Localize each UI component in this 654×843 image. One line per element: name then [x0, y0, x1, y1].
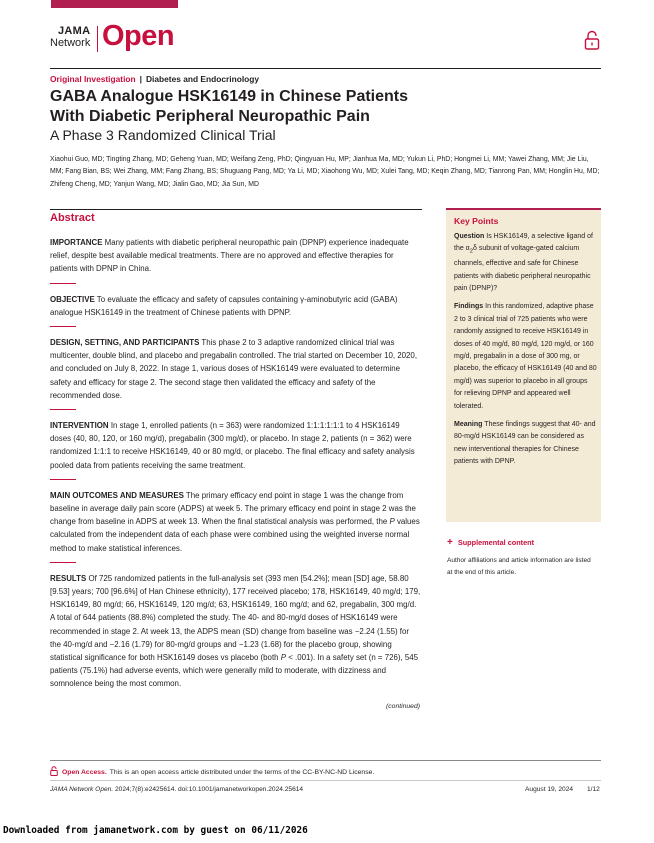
results-text-b: < .001). In a safety set (n = 726), 545 patients (75.1%) had adverse events, which were generally mild to moderate, with dizziness and somnolence being the most common.: [50, 653, 419, 689]
key-points-body: [454, 231, 597, 475]
findings-text: In this randomized, adaptive phase 2 to 3 clinical trial of 725 patients who were randomly assigned to receive HSK16149 in doses of 40 mg/d, 80 mg/d, 120 mg/d, or 160 mg/d, pregabalin in a dose of 300 mg, or placebo, the efficacy of HSK16149 (40 and 80 mg/d) was superior to placebo in all groups for relieving DPNP and appeared well tolerated.: [454, 303, 597, 410]
section-dash: [50, 562, 76, 563]
results-label: RESULTS: [50, 573, 87, 583]
importance-text: Many patients with diabetic peripheral neuropathic pain (DPNP) experience inadequate relief, despite best available medical treatments. There are no approved and effective therapies for patients with DPNP in China.: [50, 238, 409, 274]
key-points-title: Key Points: [454, 216, 499, 226]
logo-open-text: Open: [102, 20, 175, 52]
results-text-a: Of 725 randomized patients in the full-analysis set (393 men [54.2%]; mean [SD] age, 58.80 [9.53] years; 700 [96.6%] of Han Chinese ethnicity), 177 received placebo; 178, HSK16149, 40 mg/d; 179, HSK16149, 80 mg/d; 66, HSK16149, 120 mg/d; 63, HSK16149, 160 mg/d; and 62, pregabalin, 300 mg/d. A total of 644 patients (88.8%) completed the study. The 40- and 80-mg/d doses of HSK16149 were recommended in stage 2. At week 13, the ADPS mean (SD) change from baseline was −2.24 (1.55) for the 40-mg/d and −2.16 (1.79) for 80-mg/d groups and −1.23 (1.68) for the placebo group, showing statistical significance for both HSK16149 doses vs placebo (both: [50, 573, 421, 663]
outcomes-p-symbol: P: [389, 517, 395, 527]
importance-label: IMPORTANCE: [50, 238, 103, 247]
outcomes-label: MAIN OUTCOMES AND MEASURES: [50, 490, 184, 500]
results-p-symbol: P: [280, 653, 286, 663]
open-access-rule: [50, 760, 601, 761]
continued-note: (continued): [386, 703, 421, 710]
design-label: DESIGN, SETTING, AND PARTICIPANTS: [50, 338, 200, 348]
intervention-label: INTERVENTION: [50, 421, 109, 431]
logo-network-text: Network: [50, 37, 91, 49]
key-points-question: [454, 231, 597, 295]
key-points-meaning: [454, 419, 597, 469]
article-subcategory: Diabetes and Endocrinology: [145, 74, 260, 84]
footer-citation: [50, 786, 303, 793]
open-lock-icon: [50, 766, 58, 776]
footer-rule: [50, 780, 601, 781]
logo-jama-text: JAMA: [58, 25, 91, 37]
download-stamp: Downloaded from jamanetwork.com by guest on 06/11/2026: [3, 825, 308, 836]
section-dash: [50, 479, 76, 480]
findings-label: Findings: [454, 303, 484, 311]
supplemental-content-link[interactable]: [447, 538, 534, 547]
question-text-b: δ subunit of voltage-gated calcium channels, effective and safe for Chinese patients with diabetic peripheral neuropathic pain (DPNP)?: [454, 245, 591, 293]
footer-doi[interactable]: 2024;7(8):e2425614. doi:10.1001/jamanetworkopen.2024.25614: [115, 786, 304, 793]
outcomes-text-a: The primary efficacy end point in stage 1 was the change from baseline in average daily pain score (ADPS) at week 5. The primary efficacy end point in stage 2 was the change from baseline in ADPS at week 13. When the final statistical analysis was performed, the: [50, 490, 416, 527]
logo-divider: [97, 26, 98, 52]
objective-text: To evaluate the efficacy and safety of capsules containing γ-aminobutyric acid (GABA) analogue HSK16149 in the treatment of Chinese patients with DPNP.: [50, 294, 398, 317]
abstract-heading: Abstract: [50, 212, 95, 224]
footer-journal: JAMA Network Open.: [50, 786, 114, 793]
section-dash: [50, 283, 76, 284]
open-access-notice: [50, 766, 374, 776]
meaning-text: These findings suggest that 40- and 80-mg/d HSK16149 can be considered as new interventional therapies for Chinese patients with DPNP.: [454, 421, 596, 466]
meaning-label: Meaning: [454, 421, 483, 429]
header-rule: [50, 68, 601, 69]
design-paragraph: [50, 336, 422, 402]
question-label: Question: [454, 233, 485, 240]
abstract-rule: [50, 209, 422, 210]
open-access-label[interactable]: Open Access.: [62, 769, 107, 776]
article-title: [50, 87, 470, 126]
article-section: [50, 74, 259, 84]
footer-date: August 19, 2024: [525, 786, 574, 793]
section-dash: [50, 409, 76, 410]
design-text: This phase 2 to 3 adaptive randomized clinical trial was multicenter, double blind, and placebo and pregabalin controlled. The trial started on December 10, 2020, and concluded on July 8, 2022. In stage 1, various doses of HSK16149 were evaluated to determine safety and efficacy for stage 2. The second stage then validated the efficacy and safety of the recommended dose.: [50, 338, 418, 400]
plus-icon: +: [447, 537, 453, 548]
question-text-a: Is HSK16149, a selective ligand of the α: [454, 233, 593, 253]
outcomes-paragraph: [50, 489, 422, 555]
intervention-paragraph: [50, 419, 422, 472]
alpha-subscript: 2: [469, 248, 473, 255]
section-dash: [50, 326, 76, 327]
open-access-text: This is an open access article distributed under the terms of the CC-BY-NC-ND License.: [109, 769, 375, 776]
supplemental-label: Supplemental content: [457, 538, 535, 547]
abstract-body: [50, 236, 422, 691]
author-list: Xiaohui Guo, MD; Tingting Zhang, MD; Geheng Yuan, MD; Weifang Zeng, PhD; Qingyuan Hu, MP; Jianhua Ma, MD; Yukun Li, PhD; Hongmei Li, MM; Yawei Zhang, MM; Jie Liu, MM; Fang Bian, BS; Wei Zhang, MM; Fang Zhang, BS; Shuguang Pang, MD; Ya Li, MD; Xiaohong Wu, MD; Xulei Tang, MD; Keqin Zhang, MD; Tianrong Pan, MM; Honglin Hu, MD; Zhifeng Cheng, MD; Yanjun Wang, MD; Jialin Gao, MD; Jia Sun, MD: [50, 156, 600, 188]
article-subtitle: A Phase 3 Randomized Clinical Trial: [50, 127, 276, 143]
article-category: Original Investigation: [50, 74, 136, 84]
key-points-findings: [454, 301, 597, 413]
intervention-text: In stage 1, enrolled patients (n = 363) were randomized 1:1:1:1:1:1 to 4 HSK16149 doses (40, 80, 120, or 160 mg/d), pregabalin (300 mg/d), or placebo. In stage 2, patients (n = 362) were randomized 1:1:1 to receive HSK16149, 40 or 80 mg/d, or placebo. The final efficacy and safety analysis pooled data from patients receiving the same treatment.: [50, 421, 415, 470]
section-separator: |: [139, 74, 142, 84]
outcomes-text-b: values calculated from the independent data of each phase were combined using the weighted inverse normal method to make statistical inferences.: [50, 517, 420, 553]
results-paragraph: [50, 572, 422, 691]
top-accent-bar: [51, 0, 178, 8]
key-points-box: [446, 208, 601, 522]
open-lock-icon: [584, 30, 600, 50]
affiliations-note: Author affiliations and article information are listed at the end of this article.: [447, 557, 591, 576]
footer-page-number: 1/12: [587, 786, 600, 793]
title-line-2: With Diabetic Peripheral Neuropathic Pain: [50, 107, 370, 125]
importance-paragraph: [50, 236, 422, 276]
objective-paragraph: [50, 293, 422, 319]
objective-label: OBJECTIVE: [50, 294, 95, 304]
title-line-1: GABA Analogue HSK16149 in Chinese Patients: [50, 88, 409, 105]
